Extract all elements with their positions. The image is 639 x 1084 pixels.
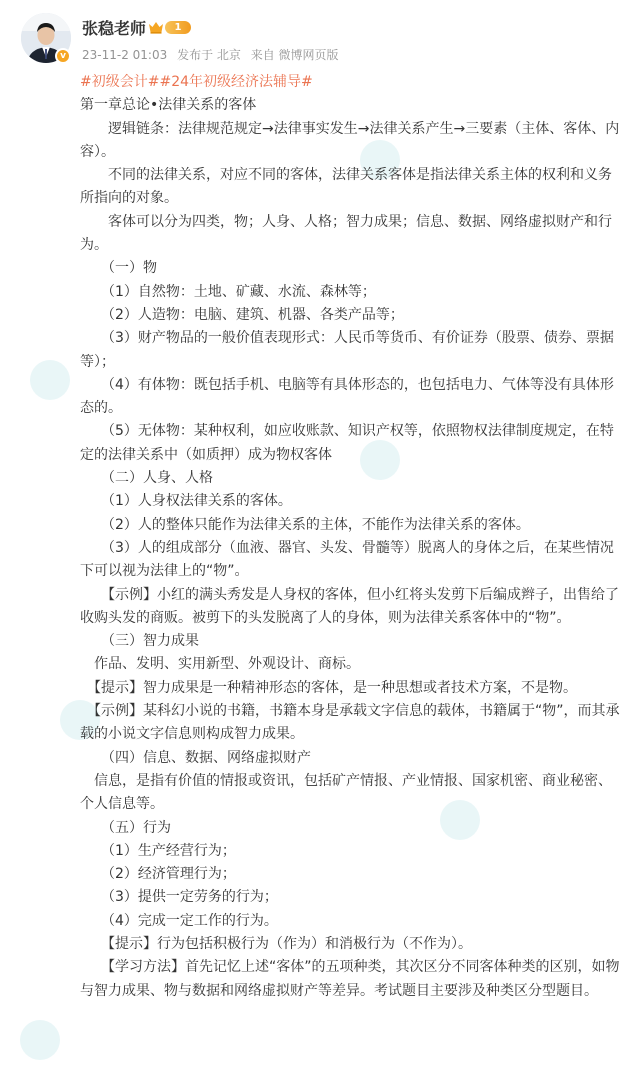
list-item: （5）无体物：某种权利，如应收账款、知识产权等，依照物权法律制度规定，在特定的法律关系中（如质押）成为物权客体 xyxy=(80,423,614,463)
list-item: （3）财产物品的一般价值表现形式：人民币等货币、有价证券（股票、债券、票据等）； xyxy=(80,330,614,370)
list-item: （2）人的整体只能作为法律关系的主体，不能作为法律关系的客体。 xyxy=(80,516,530,533)
list-item: （2）人造物：电脑、建筑、机器、各类产品等； xyxy=(80,306,404,323)
section-heading: （四）信息、数据、网络虚拟财产 xyxy=(80,749,311,766)
post-meta xyxy=(82,46,339,63)
list-item: （3）提供一定劳务的行为； xyxy=(80,889,278,906)
list-item: （4）完成一定工作的行为。 xyxy=(80,912,278,929)
tip-note: 【提示】行为包括积极行为（作为）和消极行为（不作为）。 xyxy=(80,935,472,952)
content-heading: 第一章总论•法律关系的客体 xyxy=(80,97,257,114)
example-note: 【示例】某科幻小说的书籍，书籍本身是承载文字信息的载体，书籍属于“物”，而其承载的小说文字信息则构成智力成果。 xyxy=(80,703,620,743)
section-heading: （五）行为 xyxy=(80,819,171,836)
author-name[interactable]: 张稳老师 xyxy=(82,19,147,38)
verified-badge-icon: v xyxy=(55,48,71,64)
topic-link[interactable]: #初级会计# xyxy=(80,74,160,90)
content-paragraph: 逻辑链条：法律规范规定→法律事实发生→法律关系产生→三要素（主体、客体、内容）。 xyxy=(80,120,620,160)
post-time[interactable]: 23-11-2 01:03 xyxy=(82,48,168,62)
list-item: （3）人的组成部分（血液、器官、头发、骨髓等）脱离人的身体之后，在某些情况下可以视为法律上的“物”。 xyxy=(80,539,614,580)
content-paragraph: 不同的法律关系，对应不同的客体，法律关系客体是指法律关系主体的权利和义务所指向的对象。 xyxy=(80,167,612,207)
content-paragraph: 客体可以分为四类，物；人身、人格；智力成果；信息、数据、网络虚拟财产和行为。 xyxy=(80,213,612,254)
post-header xyxy=(0,0,639,70)
list-item: （1）生产经营行为； xyxy=(80,842,236,859)
content-paragraph: 作品、发明、实用新型、外观设计、商标。 xyxy=(80,656,360,673)
section-heading: （三）智力成果 xyxy=(80,633,199,650)
list-item: （1）自然物：土地、矿藏、水流、森林等； xyxy=(80,283,376,300)
example-note: 【示例】小红的满头秀发是人身权的客体，但小红将头发剪下后编成辫子，出售给了收购头发的商贩。被剪下的头发脱离了人的身体，则为法律关系客体中的“物”。 xyxy=(80,586,619,626)
section-heading: （二）人身、人格 xyxy=(80,470,213,487)
content-paragraph: 信息，是指有价值的情报或资讯，包括矿产情报、产业情报、国家机密、商业秘密、个人信息等。 xyxy=(80,772,612,813)
list-item: （4）有体物：既包括手机、电脑等有具体形态的，也包括电力、气体等没有具体形态的。 xyxy=(80,376,614,417)
post-source: 来自 微博网页版 xyxy=(250,48,339,62)
topic-link[interactable]: #24年初级经济法辅导# xyxy=(159,74,313,90)
vip-level: 1 xyxy=(165,21,191,34)
list-item: （1）人身权法律关系的客体。 xyxy=(80,493,292,510)
study-method-note: 【学习方法】首先记忆上述“客体”的五项种类，其次区分不同客体种类的区别，如物与智力成果、物与数据和网络虚拟财产等差异。考试题目主要涉及种类区分型题目。 xyxy=(80,959,620,999)
section-heading: （一）物 xyxy=(80,260,157,277)
post-content xyxy=(80,71,625,1003)
crown-icon xyxy=(148,19,164,35)
post-topics xyxy=(80,71,625,94)
post-location: 发布于 北京 xyxy=(177,48,241,62)
list-item: （2）经济管理行为； xyxy=(80,866,236,883)
tip-note: 【提示】智力成果是一种精神形态的客体，是一种思想或者技术方案，不是物。 xyxy=(80,679,577,696)
vip-badge[interactable] xyxy=(148,19,191,35)
